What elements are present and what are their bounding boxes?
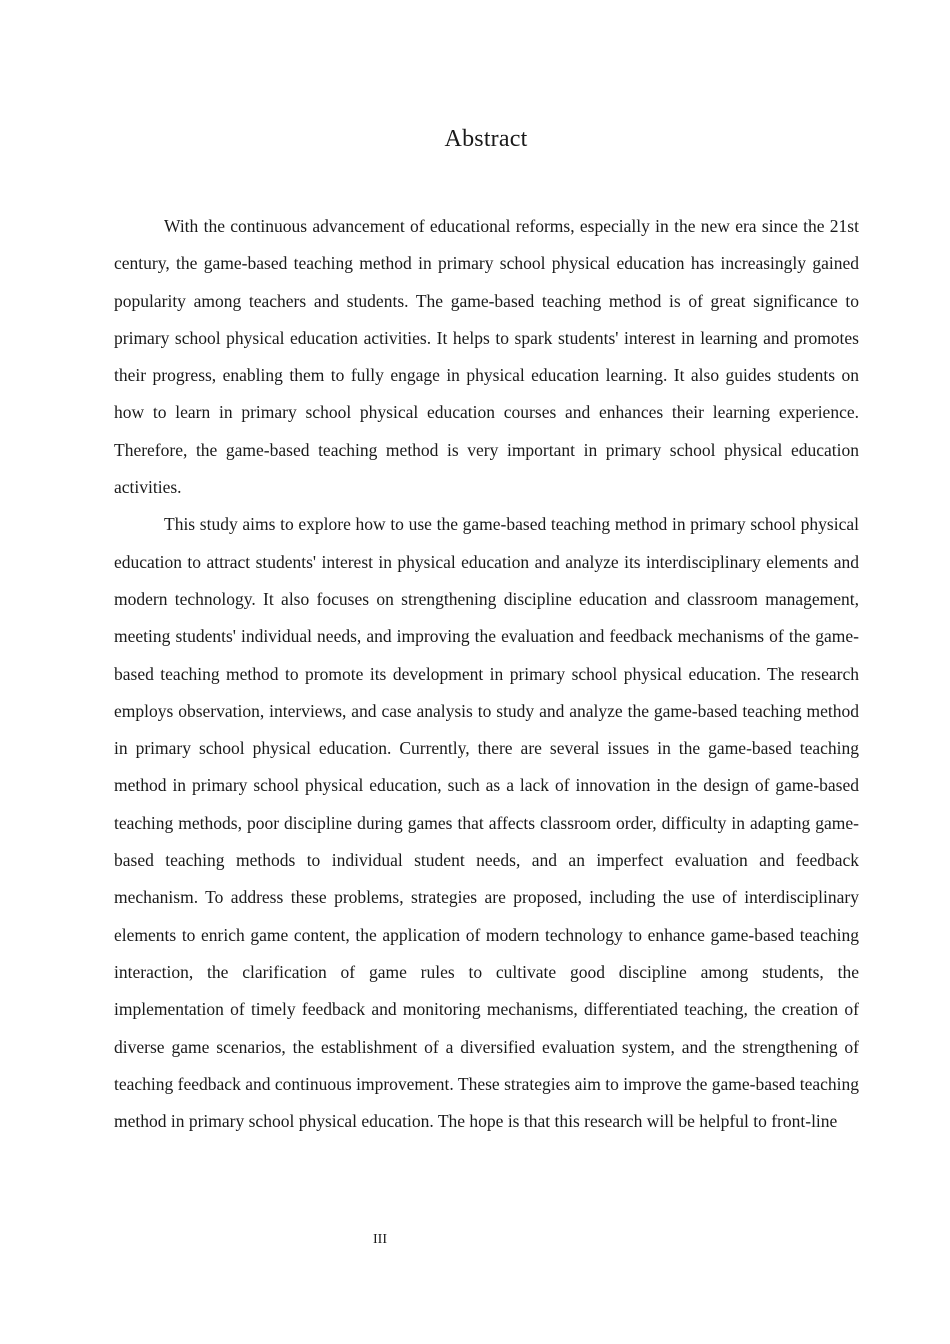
page-number: III bbox=[373, 1232, 387, 1247]
abstract-paragraph-1: With the continuous advancement of educational reforms, especially in the new era since the 21st century, the game-based teaching method in primary school physical education has increasingly gained popularity among teachers and students. The game-based teaching method is of great significance to primary school physical education activities. It helps to spark students' interest in learning and promotes their progress, enabling them to fully engage in physical education learning. It also guides students on how to learn in primary school physical education courses and enhances their learning experience. Therefore, the game-based teaching method is very important in primary school physical education activities. bbox=[114, 216, 859, 498]
abstract-paragraph-2: This study aims to explore how to use the game-based teaching method in primary school physical education to attract students' interest in physical education and analyze its interdisciplinary elements and modern technology. It also focuses on strengthening discipline education and classroom management, meeting students' individual needs, and improving the evaluation and feedback mechanisms of the game-based teaching method to promote its development in primary school physical education. The research employs observation, interviews, and case analysis to study and analyze the game-based teaching method in primary school physical education. Currently, there are several issues in the game-based teaching method in primary school physical education, such as a lack of innovation in the design of game-based teaching methods, poor discipline during games that affects classroom order, difficulty in adapting game-based teaching methods to individual student needs, and an imperfect evaluation and feedback mechanism. To address these problems, strategies are proposed, including the use of interdisciplinary elements to enrich game content, the application of modern technology to enhance game-based teaching interaction, the clarification of game rules to cultivate good discipline among students, the implementation of timely feedback and monitoring mechanisms, differentiated teaching, the creation of diverse game scenarios, the establishment of a diversified evaluation system, and the strengthening of teaching feedback and continuous improvement. These strategies aim to improve the game-based teaching method in primary school physical education. The hope is that this research will be helpful to front-line bbox=[114, 514, 859, 1132]
page-title: Abstract bbox=[444, 126, 528, 152]
abstract-body bbox=[114, 208, 859, 1140]
